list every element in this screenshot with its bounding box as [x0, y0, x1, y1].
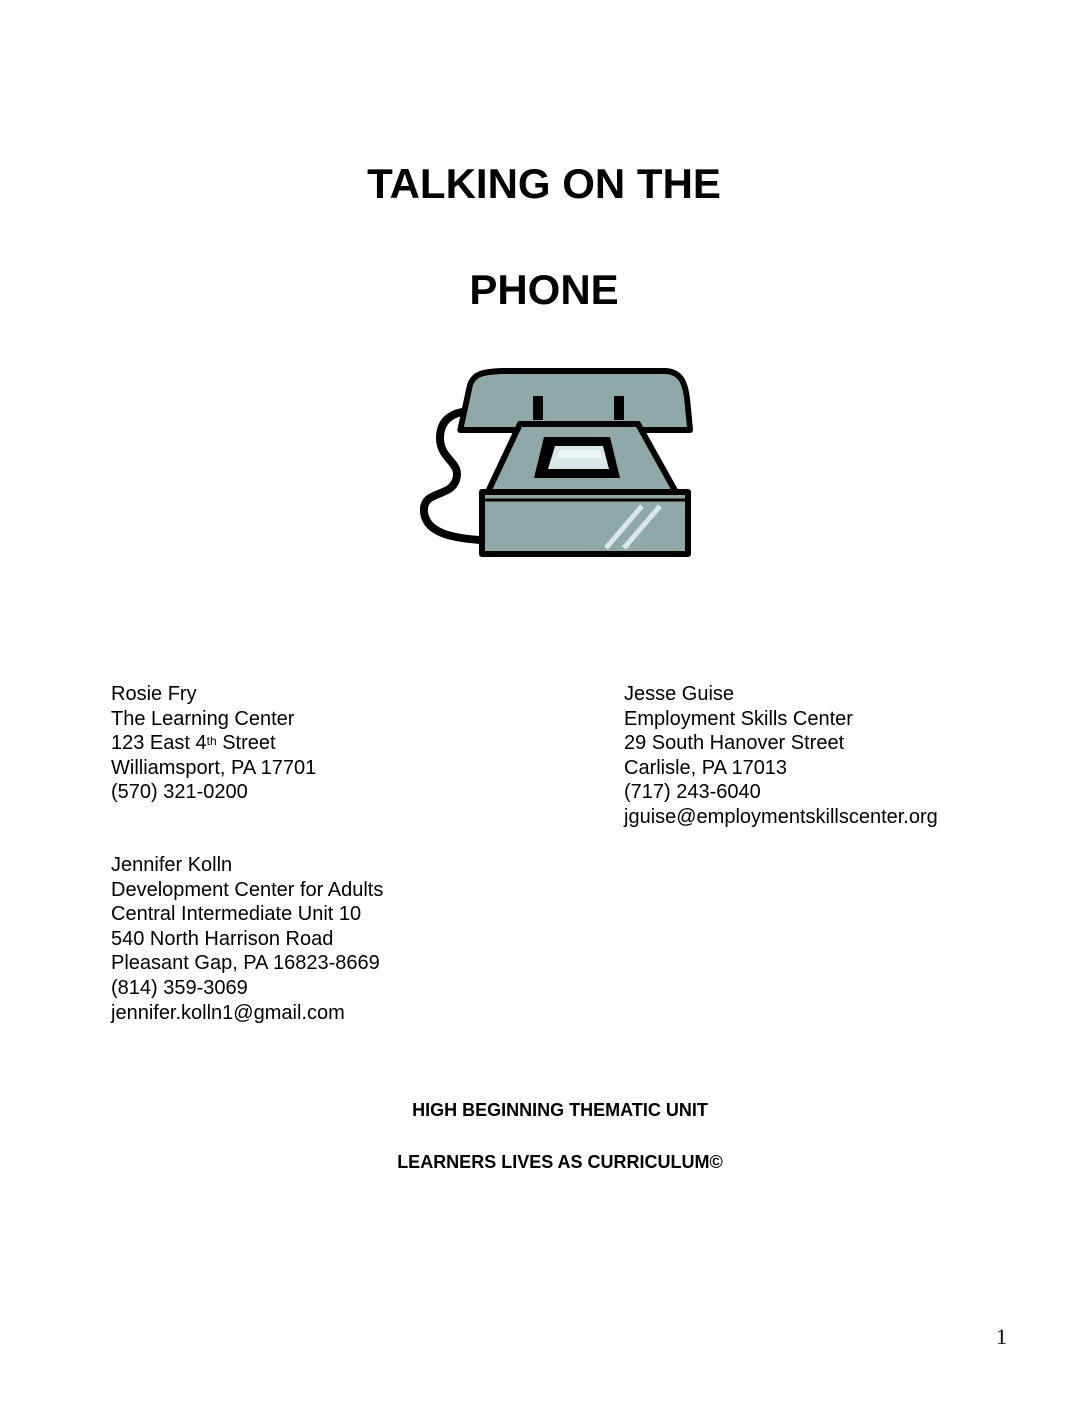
telephone-icon	[410, 360, 700, 565]
page-title-line-1: TALKING ON THE	[367, 160, 721, 207]
contact-organization: Employment Skills Center	[624, 707, 853, 730]
contact-street-name: Street	[216, 732, 276, 755]
curriculum-heading: LEARNERS LIVES AS CURRICULUM©	[397, 1152, 723, 1172]
contact-street	[111, 731, 316, 756]
contact-phone: (717) 243-6040	[624, 781, 761, 804]
contact-name: Rosie Fry	[111, 683, 197, 705]
contact-email: jennifer.kolln1@gmail.com	[111, 1001, 345, 1024]
contact-phone: (814) 359-3069	[111, 976, 248, 999]
contact-city: Williamsport, PA 17701	[111, 756, 317, 779]
contact-phone: (570) 321-0200	[111, 781, 248, 804]
page-number: 1	[996, 1324, 1007, 1349]
contact-email: jguise@employmentskillscenter.org	[624, 805, 938, 828]
contact-block-jesse-guise	[624, 682, 938, 830]
contact-street: 540 North Harrison Road	[111, 927, 334, 950]
contact-city: Pleasant Gap, PA 16823-8669	[111, 952, 380, 975]
unit-level-heading: HIGH BEGINNING THEMATIC UNIT	[412, 1100, 708, 1120]
page-title-line-2: PHONE	[469, 266, 619, 313]
contact-organization: The Learning Center	[111, 707, 295, 730]
contact-name: Jesse Guise	[624, 683, 735, 705]
contact-block-rosie-fry	[111, 682, 316, 805]
ordinal-suffix: th	[206, 734, 217, 749]
contact-name: Jennifer Kolln	[111, 854, 233, 876]
contact-organization: Development Center for Adults	[111, 878, 384, 901]
contact-block-jennifer-kolln	[111, 853, 383, 1025]
contact-street: 29 South Hanover Street	[624, 732, 845, 755]
contact-street-number: 123 East 4	[111, 732, 207, 755]
contact-unit: Central Intermediate Unit 10	[111, 903, 362, 926]
contact-city: Carlisle, PA 17013	[624, 756, 788, 779]
